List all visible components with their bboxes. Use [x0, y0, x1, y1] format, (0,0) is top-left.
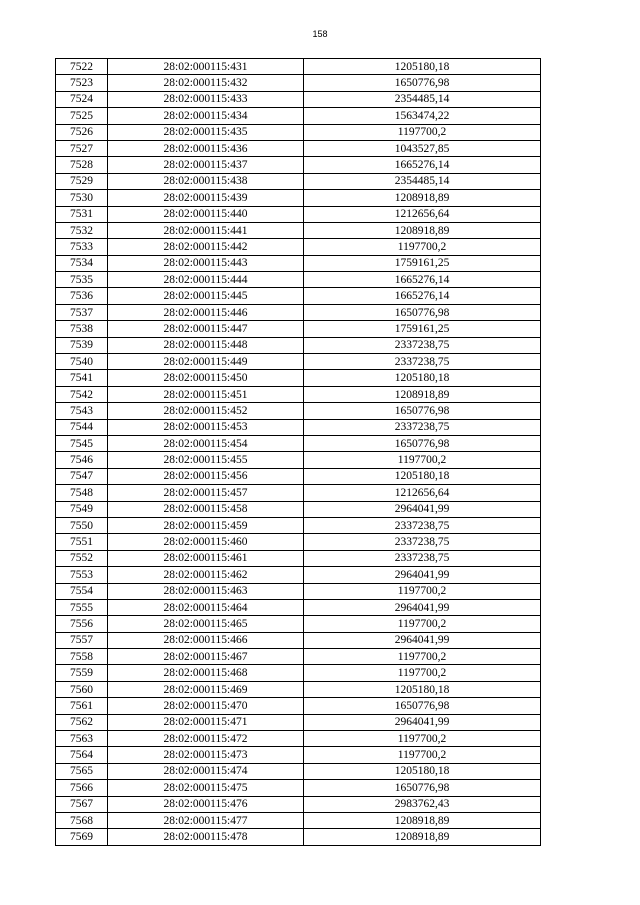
row-number-cell: 7561 — [56, 698, 108, 714]
cadastral-number-cell: 28:02:000115:465 — [108, 616, 304, 632]
table-row — [56, 419, 541, 435]
table-row — [56, 812, 541, 828]
cadastral-value-cell: 1197700,2 — [304, 649, 541, 665]
cadastral-value-cell: 2983762,43 — [304, 796, 541, 812]
row-number-cell: 7535 — [56, 272, 108, 288]
cadastral-number-cell: 28:02:000115:442 — [108, 239, 304, 255]
table-row — [56, 501, 541, 517]
row-number-cell: 7555 — [56, 599, 108, 615]
cadastral-number-cell: 28:02:000115:437 — [108, 157, 304, 173]
cadastral-number-cell: 28:02:000115:454 — [108, 435, 304, 451]
row-number-cell: 7567 — [56, 796, 108, 812]
row-number-cell: 7569 — [56, 829, 108, 845]
cadastral-value-cell: 1205180,18 — [304, 763, 541, 779]
cadastral-number-cell: 28:02:000115:431 — [108, 59, 304, 75]
table-row — [56, 190, 541, 206]
cadastral-value-cell: 1205180,18 — [304, 370, 541, 386]
table-row — [56, 288, 541, 304]
row-number-cell: 7534 — [56, 255, 108, 271]
table-row — [56, 468, 541, 484]
table-row — [56, 731, 541, 747]
cadastral-number-cell: 28:02:000115:449 — [108, 354, 304, 370]
row-number-cell: 7543 — [56, 403, 108, 419]
cadastral-number-cell: 28:02:000115:478 — [108, 829, 304, 845]
table-row — [56, 485, 541, 501]
table-row — [56, 632, 541, 648]
cadastral-number-cell: 28:02:000115:456 — [108, 468, 304, 484]
table-row — [56, 829, 541, 845]
row-number-cell: 7546 — [56, 452, 108, 468]
table-row — [56, 354, 541, 370]
cadastral-number-cell: 28:02:000115:463 — [108, 583, 304, 599]
cadastral-number-cell: 28:02:000115:457 — [108, 485, 304, 501]
cadastral-number-cell: 28:02:000115:433 — [108, 91, 304, 107]
row-number-cell: 7560 — [56, 681, 108, 697]
cadastral-value-cell: 2964041,99 — [304, 714, 541, 730]
cadastral-number-cell: 28:02:000115:460 — [108, 534, 304, 550]
cadastral-value-cell: 2337238,75 — [304, 534, 541, 550]
cadastral-value-cell: 1208918,89 — [304, 812, 541, 828]
row-number-cell: 7559 — [56, 665, 108, 681]
cadastral-value-cell: 1650776,98 — [304, 304, 541, 320]
cadastral-number-cell: 28:02:000115:447 — [108, 321, 304, 337]
table-row — [56, 550, 541, 566]
table-row — [56, 435, 541, 451]
table-row — [56, 616, 541, 632]
cadastral-number-cell: 28:02:000115:461 — [108, 550, 304, 566]
table-row — [56, 763, 541, 779]
table-row — [56, 665, 541, 681]
cadastral-value-cell: 1208918,89 — [304, 829, 541, 845]
cadastral-number-cell: 28:02:000115:450 — [108, 370, 304, 386]
cadastral-number-cell: 28:02:000115:438 — [108, 173, 304, 189]
table-row — [56, 206, 541, 222]
cadastral-number-cell: 28:02:000115:466 — [108, 632, 304, 648]
cadastral-value-cell: 2337238,75 — [304, 517, 541, 533]
table-row — [56, 386, 541, 402]
cadastral-number-cell: 28:02:000115:443 — [108, 255, 304, 271]
row-number-cell: 7563 — [56, 731, 108, 747]
row-number-cell: 7528 — [56, 157, 108, 173]
cadastral-value-cell: 1208918,89 — [304, 222, 541, 238]
cadastral-value-cell: 1212656,64 — [304, 485, 541, 501]
row-number-cell: 7565 — [56, 763, 108, 779]
cadastral-value-cell: 1665276,14 — [304, 272, 541, 288]
row-number-cell: 7524 — [56, 91, 108, 107]
cadastral-number-cell: 28:02:000115:458 — [108, 501, 304, 517]
cadastral-value-cell: 2964041,99 — [304, 501, 541, 517]
row-number-cell: 7557 — [56, 632, 108, 648]
cadastral-number-cell: 28:02:000115:471 — [108, 714, 304, 730]
cadastral-value-cell: 1208918,89 — [304, 386, 541, 402]
row-number-cell: 7529 — [56, 173, 108, 189]
row-number-cell: 7530 — [56, 190, 108, 206]
cadastral-number-cell: 28:02:000115:468 — [108, 665, 304, 681]
row-number-cell: 7551 — [56, 534, 108, 550]
row-number-cell: 7568 — [56, 812, 108, 828]
table-row — [56, 255, 541, 271]
row-number-cell: 7525 — [56, 108, 108, 124]
cadastral-number-cell: 28:02:000115:446 — [108, 304, 304, 320]
row-number-cell: 7527 — [56, 140, 108, 156]
cadastral-value-cell: 1650776,98 — [304, 435, 541, 451]
row-number-cell: 7553 — [56, 567, 108, 583]
cadastral-number-cell: 28:02:000115:439 — [108, 190, 304, 206]
cadastral-number-cell: 28:02:000115:434 — [108, 108, 304, 124]
cadastral-value-cell: 1759161,25 — [304, 321, 541, 337]
cadastral-number-cell: 28:02:000115:444 — [108, 272, 304, 288]
row-number-cell: 7539 — [56, 337, 108, 353]
table-row — [56, 173, 541, 189]
row-number-cell: 7564 — [56, 747, 108, 763]
table-row — [56, 452, 541, 468]
table-row — [56, 370, 541, 386]
cadastral-number-cell: 28:02:000115:476 — [108, 796, 304, 812]
table-row — [56, 304, 541, 320]
cadastral-value-cell: 1650776,98 — [304, 75, 541, 91]
table-row — [56, 321, 541, 337]
row-number-cell: 7540 — [56, 354, 108, 370]
row-number-cell: 7544 — [56, 419, 108, 435]
table-row — [56, 681, 541, 697]
cadastral-value-cell: 1205180,18 — [304, 59, 541, 75]
table-row — [56, 59, 541, 75]
cadastral-number-cell: 28:02:000115:477 — [108, 812, 304, 828]
row-number-cell: 7531 — [56, 206, 108, 222]
cadastral-number-cell: 28:02:000115:470 — [108, 698, 304, 714]
cadastral-number-cell: 28:02:000115:453 — [108, 419, 304, 435]
page-number: 158 — [312, 29, 328, 39]
table-row — [56, 108, 541, 124]
cadastral-number-cell: 28:02:000115:451 — [108, 386, 304, 402]
table-row — [56, 714, 541, 730]
row-number-cell: 7547 — [56, 468, 108, 484]
cadastral-value-cell: 2354485,14 — [304, 173, 541, 189]
cadastral-number-cell: 28:02:000115:467 — [108, 649, 304, 665]
cadastral-value-cell: 1197700,2 — [304, 731, 541, 747]
cadastral-value-cell: 1208918,89 — [304, 190, 541, 206]
table-row — [56, 517, 541, 533]
table-row — [56, 534, 541, 550]
cadastral-value-cell: 1665276,14 — [304, 157, 541, 173]
cadastral-value-cell: 1665276,14 — [304, 288, 541, 304]
cadastral-number-cell: 28:02:000115:440 — [108, 206, 304, 222]
table-row — [56, 157, 541, 173]
cadastral-value-cell: 1205180,18 — [304, 468, 541, 484]
cadastral-value-table — [55, 58, 541, 846]
cadastral-value-cell: 2337238,75 — [304, 337, 541, 353]
cadastral-number-cell: 28:02:000115:435 — [108, 124, 304, 140]
cadastral-number-cell: 28:02:000115:472 — [108, 731, 304, 747]
row-number-cell: 7554 — [56, 583, 108, 599]
table-row — [56, 747, 541, 763]
cadastral-number-cell: 28:02:000115:473 — [108, 747, 304, 763]
row-number-cell: 7562 — [56, 714, 108, 730]
cadastral-value-cell: 2337238,75 — [304, 419, 541, 435]
row-number-cell: 7545 — [56, 435, 108, 451]
table-body — [56, 59, 541, 846]
table-row — [56, 780, 541, 796]
table-row — [56, 403, 541, 419]
row-number-cell: 7552 — [56, 550, 108, 566]
cadastral-number-cell: 28:02:000115:445 — [108, 288, 304, 304]
table-row — [56, 222, 541, 238]
table-row — [56, 649, 541, 665]
cadastral-number-cell: 28:02:000115:459 — [108, 517, 304, 533]
cadastral-value-cell: 1197700,2 — [304, 616, 541, 632]
row-number-cell: 7523 — [56, 75, 108, 91]
row-number-cell: 7556 — [56, 616, 108, 632]
cadastral-number-cell: 28:02:000115:474 — [108, 763, 304, 779]
cadastral-value-cell: 2964041,99 — [304, 599, 541, 615]
cadastral-value-cell: 1650776,98 — [304, 780, 541, 796]
row-number-cell: 7538 — [56, 321, 108, 337]
cadastral-number-cell: 28:02:000115:448 — [108, 337, 304, 353]
table-row — [56, 124, 541, 140]
row-number-cell: 7566 — [56, 780, 108, 796]
row-number-cell: 7522 — [56, 59, 108, 75]
cadastral-number-cell: 28:02:000115:452 — [108, 403, 304, 419]
cadastral-number-cell: 28:02:000115:464 — [108, 599, 304, 615]
row-number-cell: 7537 — [56, 304, 108, 320]
table-row — [56, 239, 541, 255]
cadastral-value-cell: 1563474,22 — [304, 108, 541, 124]
cadastral-value-cell: 1197700,2 — [304, 452, 541, 468]
cadastral-value-cell: 2337238,75 — [304, 550, 541, 566]
cadastral-number-cell: 28:02:000115:462 — [108, 567, 304, 583]
table-row — [56, 75, 541, 91]
table-row — [56, 796, 541, 812]
cadastral-value-cell: 2964041,99 — [304, 567, 541, 583]
cadastral-value-cell: 1205180,18 — [304, 681, 541, 697]
cadastral-number-cell: 28:02:000115:475 — [108, 780, 304, 796]
table-row — [56, 140, 541, 156]
cadastral-value-cell: 2337238,75 — [304, 354, 541, 370]
cadastral-value-cell: 2964041,99 — [304, 632, 541, 648]
cadastral-value-cell: 2354485,14 — [304, 91, 541, 107]
row-number-cell: 7541 — [56, 370, 108, 386]
cadastral-value-cell: 1212656,64 — [304, 206, 541, 222]
cadastral-value-cell: 1650776,98 — [304, 403, 541, 419]
table-row — [56, 272, 541, 288]
cadastral-value-cell: 1650776,98 — [304, 698, 541, 714]
cadastral-number-cell: 28:02:000115:436 — [108, 140, 304, 156]
cadastral-value-cell: 1759161,25 — [304, 255, 541, 271]
row-number-cell: 7548 — [56, 485, 108, 501]
cadastral-value-cell: 1197700,2 — [304, 665, 541, 681]
cadastral-number-cell: 28:02:000115:432 — [108, 75, 304, 91]
row-number-cell: 7532 — [56, 222, 108, 238]
cadastral-number-cell: 28:02:000115:441 — [108, 222, 304, 238]
cadastral-value-cell: 1197700,2 — [304, 583, 541, 599]
cadastral-value-cell: 1197700,2 — [304, 747, 541, 763]
table-row — [56, 698, 541, 714]
cadastral-value-cell: 1197700,2 — [304, 124, 541, 140]
table-row — [56, 567, 541, 583]
table-row — [56, 599, 541, 615]
cadastral-number-cell: 28:02:000115:469 — [108, 681, 304, 697]
table-row — [56, 337, 541, 353]
row-number-cell: 7526 — [56, 124, 108, 140]
row-number-cell: 7549 — [56, 501, 108, 517]
row-number-cell: 7550 — [56, 517, 108, 533]
cadastral-value-cell: 1043527,85 — [304, 140, 541, 156]
table-row — [56, 91, 541, 107]
row-number-cell: 7558 — [56, 649, 108, 665]
cadastral-number-cell: 28:02:000115:455 — [108, 452, 304, 468]
row-number-cell: 7536 — [56, 288, 108, 304]
cadastral-value-cell: 1197700,2 — [304, 239, 541, 255]
row-number-cell: 7533 — [56, 239, 108, 255]
row-number-cell: 7542 — [56, 386, 108, 402]
table-row — [56, 583, 541, 599]
